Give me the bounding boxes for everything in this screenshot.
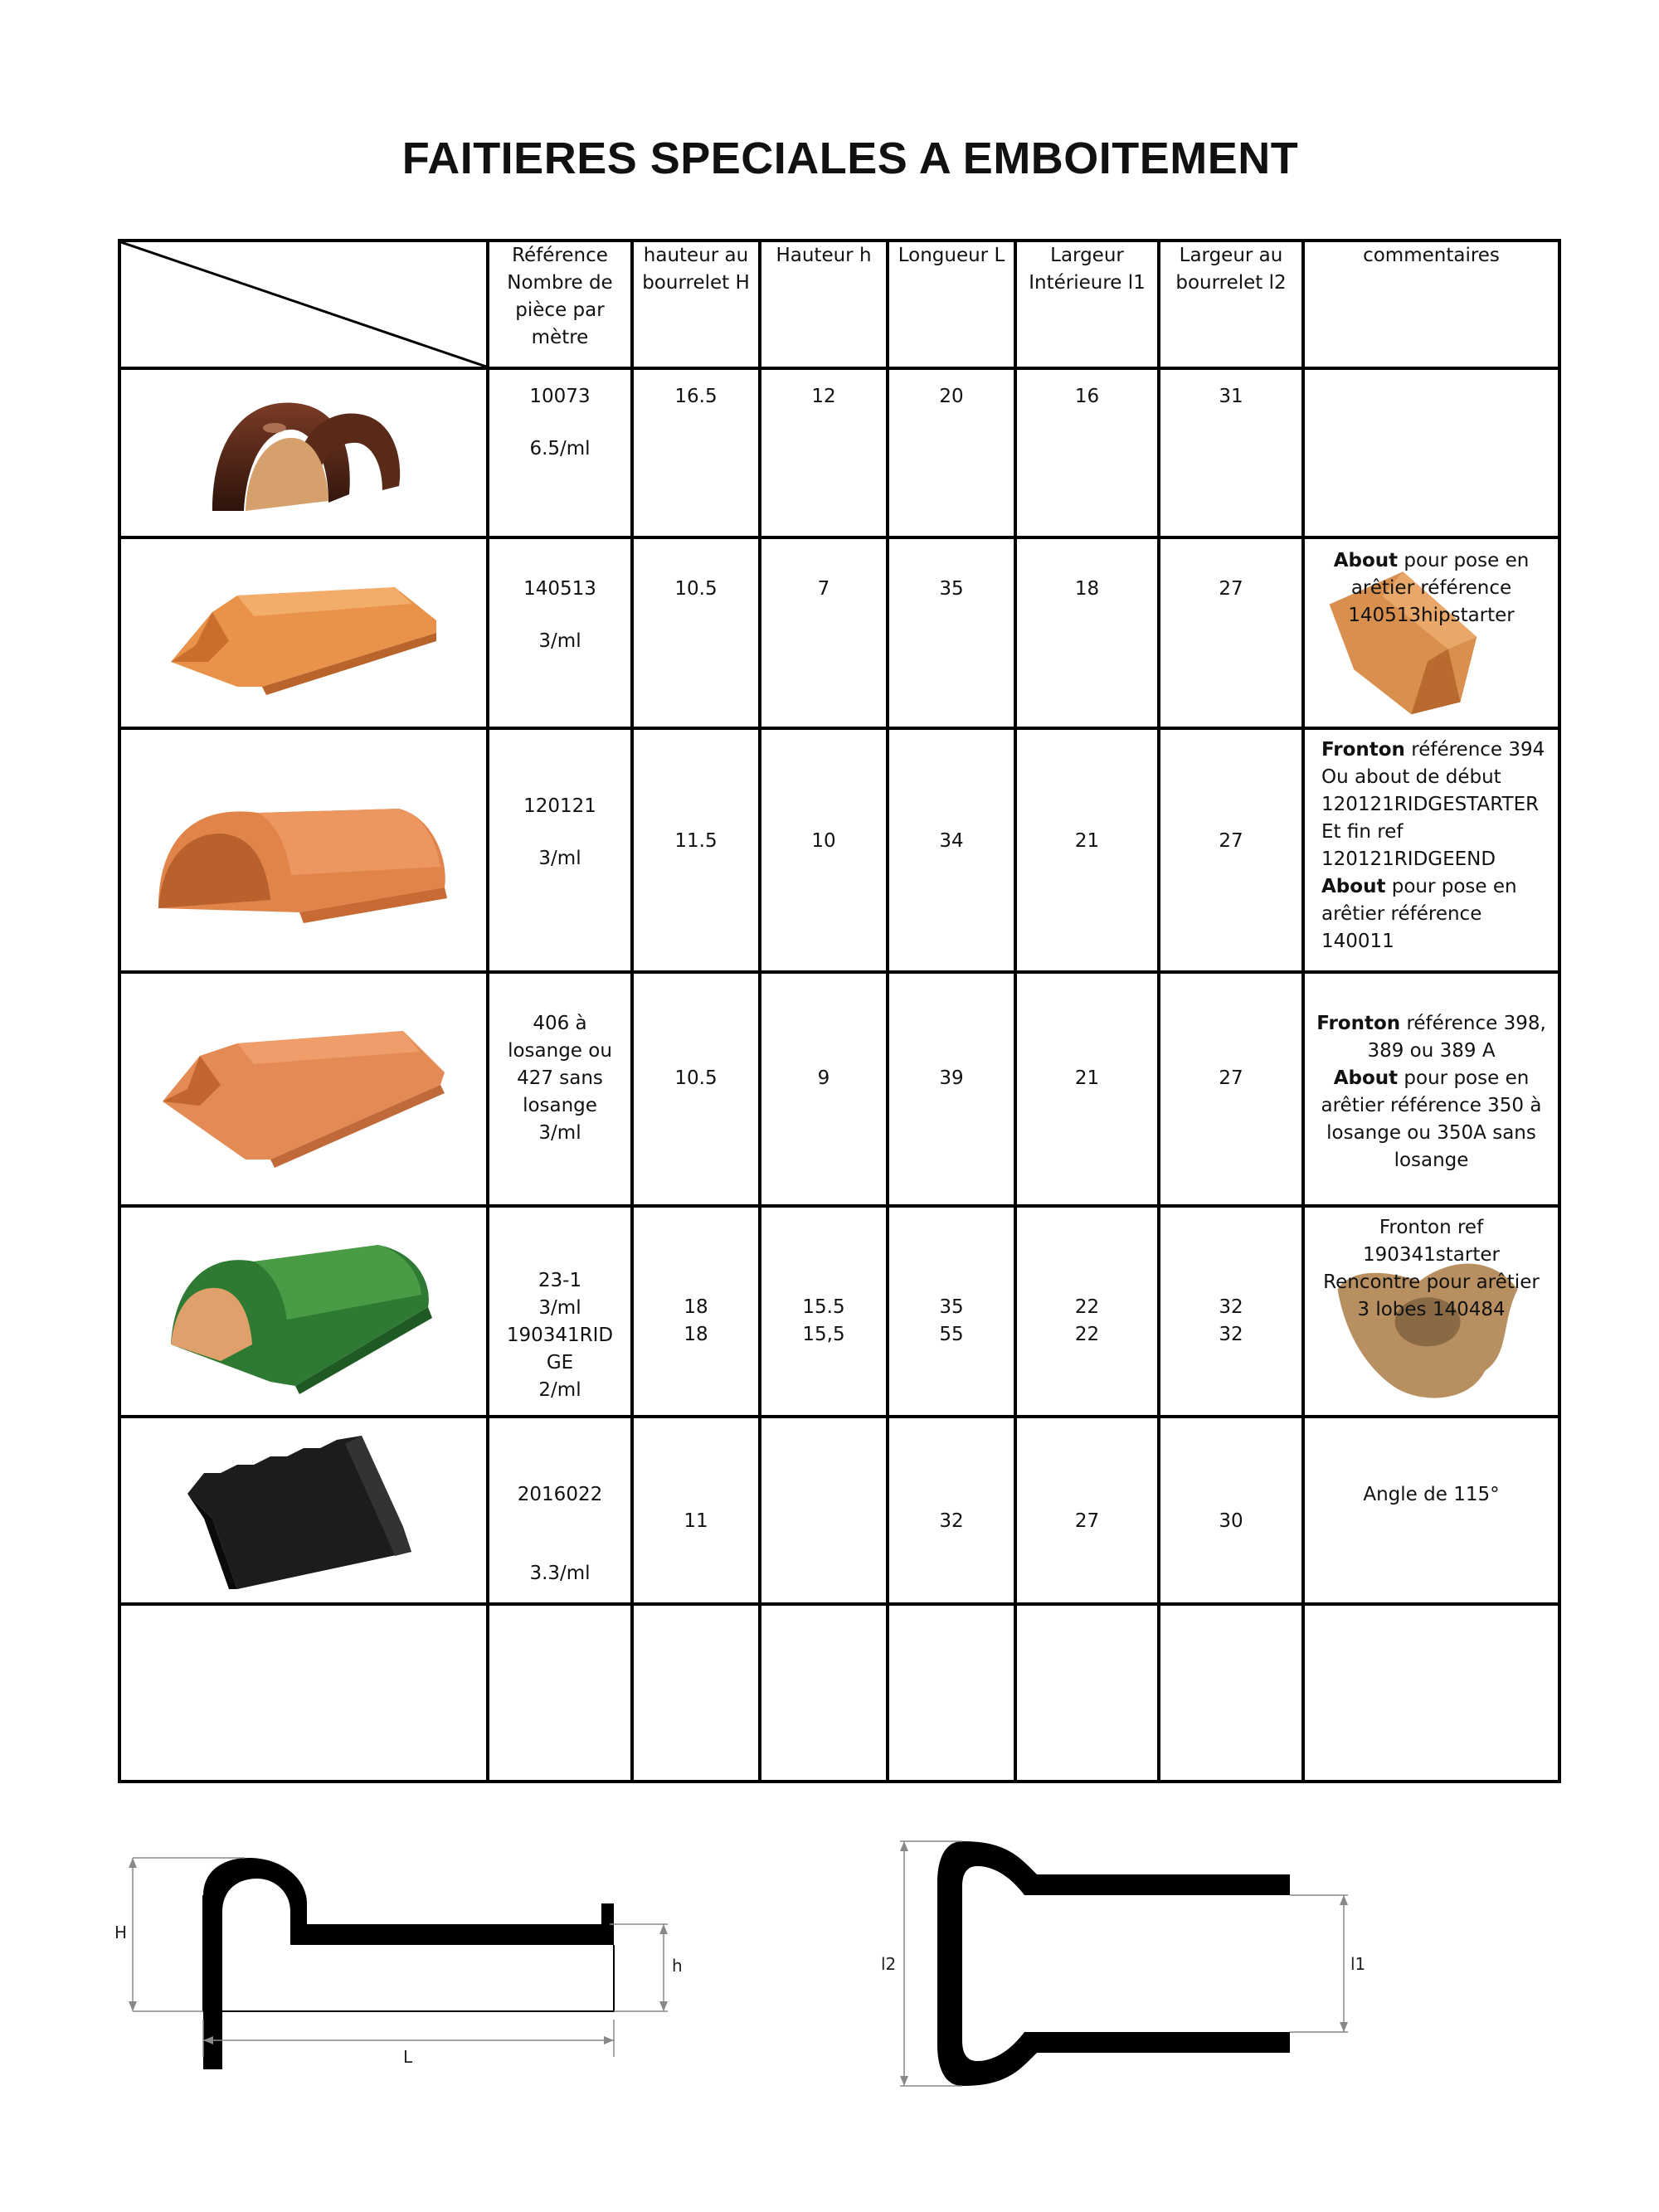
comment-text: 140011 — [1321, 931, 1394, 952]
comment-cell — [1303, 537, 1559, 728]
value-h: 15.5 15,5 — [760, 1206, 888, 1417]
header-largeur-bourrelet: Largeur au bourrelet l2 — [1159, 241, 1303, 368]
table-row — [119, 1417, 1559, 1604]
profile-diagram-top — [871, 1829, 1385, 2103]
value-L: 32 — [888, 1417, 1015, 1604]
table-row — [119, 368, 1559, 537]
label-l2: l2 — [881, 1954, 897, 1974]
comment-text: arêtier référence — [1321, 903, 1482, 925]
value-H: 10.5 — [632, 972, 760, 1206]
reference-line: 23-1 — [538, 1270, 582, 1291]
empty-cell — [632, 1604, 760, 1782]
green-glazed-ridge-tile-icon — [119, 1206, 488, 1417]
pieces-per-meter: 6.5/ml — [529, 438, 591, 459]
reference-line: 190341RID — [506, 1325, 614, 1346]
comment-text: pour pose en — [1398, 1067, 1530, 1089]
comment-cell — [1303, 1206, 1559, 1417]
reference-cell — [488, 537, 632, 728]
comment-text: Fronton ref — [1379, 1217, 1484, 1238]
table-row — [119, 972, 1559, 1206]
reference-cell — [488, 368, 632, 537]
value-H: 16.5 — [632, 368, 760, 537]
header-diagonal-cell — [119, 241, 488, 368]
reference-line: 3/ml — [538, 1297, 581, 1319]
reference-cell — [488, 1417, 632, 1604]
comment-text: losange — [1394, 1150, 1469, 1171]
comment-text: pour pose en — [1385, 876, 1517, 897]
reference-line: losange — [523, 1095, 597, 1116]
value-l1: 18 — [1015, 537, 1159, 728]
header-hauteur-bourrelet: hauteur au bourrelet H — [632, 241, 760, 368]
comment-text: Et fin ref — [1321, 821, 1404, 843]
empty-cell — [1303, 1604, 1559, 1782]
value-h: 9 — [760, 972, 888, 1206]
comment-text: 120121RIDGEEND — [1321, 848, 1496, 870]
comment-text: Rencontre pour arêtier — [1323, 1271, 1540, 1293]
label-H: H — [114, 1923, 128, 1942]
reference-number: 2016022 — [517, 1484, 603, 1505]
label-l1: l1 — [1350, 1954, 1366, 1974]
header-commentaires: commentaires — [1303, 241, 1559, 368]
value-L: 34 — [888, 728, 1015, 972]
value-L: 20 — [888, 368, 1015, 537]
table-row — [119, 1206, 1559, 1417]
reference-cell — [488, 1206, 632, 1417]
comment-text: 389 ou 389 A — [1367, 1040, 1496, 1062]
comment-cell — [1303, 728, 1559, 972]
comment-text: arêtier référence — [1350, 577, 1512, 599]
value-l1: 16 — [1015, 368, 1159, 537]
comment-cell — [1303, 1417, 1559, 1604]
comment-bold: Fronton — [1316, 1013, 1401, 1034]
value-H: 10.5 — [632, 537, 760, 728]
reference-number: 120121 — [523, 795, 596, 817]
reference-line: losange ou — [508, 1040, 612, 1062]
value-h: 12 — [760, 368, 888, 537]
table-row — [119, 728, 1559, 972]
value-L: 35 — [888, 537, 1015, 728]
value-l2: 27 — [1159, 972, 1303, 1206]
profile-diagram-side — [100, 1845, 697, 2069]
value-h: 10 — [760, 728, 888, 972]
value-L: 39 — [888, 972, 1015, 1206]
value-l1: 22 22 — [1015, 1206, 1159, 1417]
comment-bold: About — [1333, 550, 1399, 571]
reference-line: GE — [546, 1352, 574, 1373]
diagonal-line — [121, 242, 486, 367]
empty-cell — [119, 1604, 488, 1782]
table-row — [119, 537, 1559, 728]
terracotta-round-ridge-tile-icon — [119, 728, 488, 972]
header-hauteur: Hauteur h — [760, 241, 888, 368]
value-l2: 30 — [1159, 1417, 1303, 1604]
comment-bold: About — [1321, 876, 1386, 897]
comment-text: pour pose en — [1398, 550, 1530, 571]
header-largeur-interieure: Largeur Intérieure l1 — [1015, 241, 1159, 368]
label-h: h — [672, 1956, 683, 1976]
pieces-per-meter: 3/ml — [538, 1122, 581, 1144]
comment-text: 140513hipstarter — [1348, 605, 1515, 626]
value-h: 7 — [760, 537, 888, 728]
comment-cell — [1303, 368, 1559, 537]
comment-cell — [1303, 972, 1559, 1206]
value-l2: 27 — [1159, 537, 1303, 728]
empty-cell — [1159, 1604, 1303, 1782]
value-H: 18 18 — [632, 1206, 760, 1417]
terracotta-ridge-tile-icon — [119, 972, 488, 1206]
value-l2: 32 32 — [1159, 1206, 1303, 1417]
empty-cell — [1015, 1604, 1159, 1782]
comment-text: Ou about de début — [1321, 766, 1501, 788]
orange-ridge-tile-icon — [119, 537, 488, 728]
empty-cell — [760, 1604, 888, 1782]
value-l1: 21 — [1015, 728, 1159, 972]
header-reference: Référence Nombre de pièce par mètre — [488, 241, 632, 368]
reference-line: 406 à — [533, 1013, 587, 1034]
comment-bold: About — [1333, 1067, 1399, 1089]
table-row-empty — [119, 1604, 1559, 1782]
value-l1: 27 — [1015, 1417, 1159, 1604]
comment-text: losange ou 350A sans — [1326, 1122, 1536, 1144]
reference-cell — [488, 728, 632, 972]
brown-glazed-ridge-tile-icon — [119, 368, 488, 537]
comment-bold: Fronton — [1321, 739, 1405, 761]
value-h — [760, 1417, 888, 1604]
pieces-per-meter: 3.3/ml — [529, 1563, 591, 1584]
reference-line: 427 sans — [517, 1067, 603, 1089]
value-H: 11.5 — [632, 728, 760, 972]
value-L: 35 55 — [888, 1206, 1015, 1417]
pieces-per-meter: 2/ml — [538, 1379, 581, 1401]
comment-text: référence 398, — [1400, 1013, 1546, 1034]
empty-cell — [488, 1604, 632, 1782]
value-l2: 31 — [1159, 368, 1303, 537]
pieces-per-meter: 3/ml — [538, 848, 581, 869]
reference-number: 140513 — [523, 578, 596, 600]
value-l2: 27 — [1159, 728, 1303, 972]
comment-text: 190341starter — [1363, 1244, 1500, 1266]
black-angle-ridge-tile-icon — [119, 1417, 488, 1604]
comment-text: référence 394 — [1404, 739, 1545, 761]
label-L: L — [403, 2047, 413, 2067]
reference-cell — [488, 972, 632, 1206]
reference-number: 10073 — [529, 386, 591, 407]
spec-table — [118, 239, 1561, 1783]
value-H: 11 — [632, 1417, 760, 1604]
value-l1: 21 — [1015, 972, 1159, 1206]
header-longueur: Longueur L — [888, 241, 1015, 368]
pieces-per-meter: 3/ml — [538, 630, 581, 652]
comment-text: 3 lobes 140484 — [1357, 1299, 1506, 1320]
header-row — [119, 241, 1559, 368]
comment-text: Angle de 115° — [1363, 1484, 1500, 1505]
page-title: FAITIERES SPECIALES A EMBOITEMENT — [401, 134, 1299, 183]
comment-text: 120121RIDGESTARTER — [1321, 794, 1540, 815]
comment-text: arêtier référence 350 à — [1321, 1095, 1542, 1116]
empty-cell — [888, 1604, 1015, 1782]
